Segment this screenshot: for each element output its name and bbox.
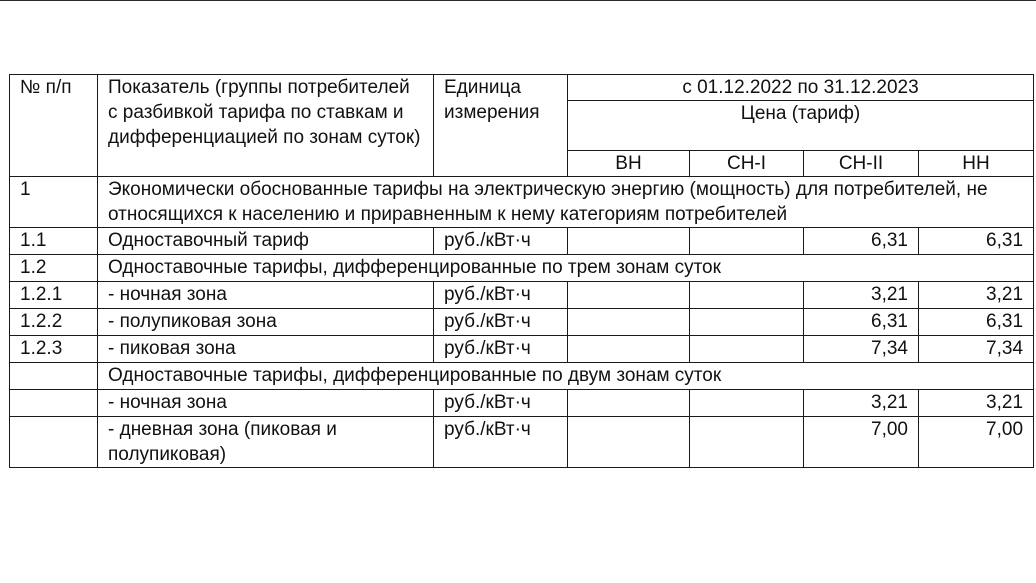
row-name: - ночная зона — [98, 282, 434, 309]
table-row — [10, 363, 1034, 390]
header-num: № п/п — [10, 75, 98, 177]
row-num: 1.2.1 — [10, 282, 98, 309]
row-name: - ночная зона — [98, 390, 434, 417]
top-rule — [0, 0, 1036, 1]
value-sn1 — [690, 282, 804, 309]
row-name: - полупиковая зона — [98, 309, 434, 336]
row-num: 1.1 — [10, 228, 98, 255]
value-sn1 — [690, 417, 804, 468]
row-name: - дневная зона (пиковая и полупиковая) — [98, 417, 434, 468]
table-row — [10, 417, 1034, 468]
row-unit: руб./кВт·ч — [434, 282, 568, 309]
header-price: Цена (тариф) — [568, 101, 1034, 151]
row-unit: руб./кВт·ч — [434, 417, 568, 468]
value-vn — [568, 336, 690, 363]
row-num — [10, 417, 98, 468]
value-sn2: 6,31 — [804, 228, 919, 255]
row-unit: руб./кВт·ч — [434, 309, 568, 336]
value-sn1 — [690, 309, 804, 336]
value-vn — [568, 282, 690, 309]
row-unit: руб./кВт·ч — [434, 336, 568, 363]
value-vn — [568, 228, 690, 255]
value-vn — [568, 417, 690, 468]
header-zone-vn: ВН — [568, 151, 690, 177]
value-nn: 7,34 — [919, 336, 1034, 363]
value-nn: 6,31 — [919, 309, 1034, 336]
table-row — [10, 177, 1034, 228]
section-title: Одноставочные тарифы, дифференцированные по двум зонам суток — [98, 363, 1034, 390]
section-title: Экономически обоснованные тарифы на электрическую энергию (мощность) для потребителей, не относящихся к населению и приравненным к нему категориям потребителей — [98, 177, 1034, 228]
value-vn — [568, 309, 690, 336]
row-unit: руб./кВт·ч — [434, 228, 568, 255]
table-row — [10, 309, 1034, 336]
row-num: 1.2.2 — [10, 309, 98, 336]
header-unit: Единица измерения — [434, 75, 568, 177]
header-zone-nn: НН — [919, 151, 1034, 177]
header-zone-sn1: СН-I — [690, 151, 804, 177]
value-sn1 — [690, 390, 804, 417]
value-sn2: 7,34 — [804, 336, 919, 363]
table-row — [10, 255, 1034, 282]
value-nn: 3,21 — [919, 282, 1034, 309]
row-name: Одноставочный тариф — [98, 228, 434, 255]
value-vn — [568, 390, 690, 417]
table-row — [10, 336, 1034, 363]
value-sn1 — [690, 336, 804, 363]
tariff-table — [9, 74, 1034, 468]
header-period: с 01.12.2022 по 31.12.2023 — [568, 75, 1034, 101]
value-sn2: 3,21 — [804, 390, 919, 417]
value-sn2: 3,21 — [804, 282, 919, 309]
header-indicator: Показатель (группы потребителей с разбивкой тарифа по ставкам и дифференциацией по зонам суток) — [98, 75, 434, 177]
row-unit: руб./кВт·ч — [434, 390, 568, 417]
row-num — [10, 390, 98, 417]
value-sn2: 6,31 — [804, 309, 919, 336]
value-sn2: 7,00 — [804, 417, 919, 468]
table-row — [10, 282, 1034, 309]
value-sn1 — [690, 228, 804, 255]
section-title: Одноставочные тарифы, дифференцированные по трем зонам суток — [98, 255, 1034, 282]
header-zone-sn2: СН-II — [804, 151, 919, 177]
table-row — [10, 228, 1034, 255]
header-row-1 — [10, 75, 1034, 101]
value-nn: 7,00 — [919, 417, 1034, 468]
row-num: 1.2.3 — [10, 336, 98, 363]
row-name: - пиковая зона — [98, 336, 434, 363]
row-num — [10, 363, 98, 390]
row-num: 1 — [10, 177, 98, 228]
table-row — [10, 390, 1034, 417]
row-num: 1.2 — [10, 255, 98, 282]
value-nn: 3,21 — [919, 390, 1034, 417]
value-nn: 6,31 — [919, 228, 1034, 255]
